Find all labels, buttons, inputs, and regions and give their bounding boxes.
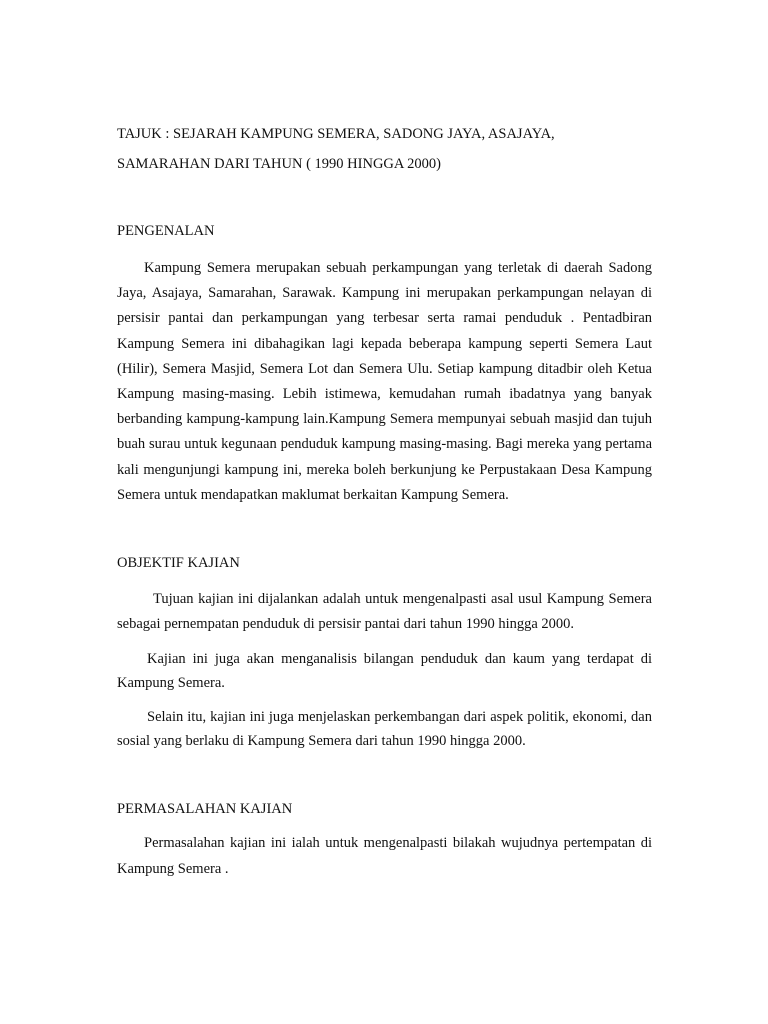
document-title-line-1: TAJUK : SEJARAH KAMPUNG SEMERA, SADONG JAYA, ASAJAYA,: [117, 126, 555, 142]
section-paragraph-objektif-3: Selain itu, kajian ini juga menjelaskan perkembangan dari aspek politik, ekonomi, dan sosial yang berlaku di Kampung Semera dari tahun 1990 hingga 2000.: [117, 709, 652, 750]
section-heading-pengenalan: PENGENALAN: [117, 223, 215, 239]
section-paragraph-objektif-2: Kajian ini juga akan menganalisis bilangan penduduk dan kaum yang terdapat di Kampung Semera.: [117, 651, 652, 692]
section-paragraph-objektif-1: Tujuan kajian ini dijalankan adalah untuk mengenalpasti asal usul Kampung Semera sebagai pernempatan penduduk di persisir pantai dari tahun 1990 hingga 2000.: [117, 591, 652, 633]
section-heading-objektif: OBJEKTIF KAJIAN: [117, 555, 240, 572]
document-title-line-2: SAMARAHAN DARI TAHUN ( 1990 HINGGA 2000): [117, 156, 442, 172]
section-paragraph-permasalahan: Permasalahan kajian ini ialah untuk mengenalpasti bilakah wujudnya pertempatan di Kampung Semera .: [117, 835, 652, 877]
document-body: [117, 120, 652, 882]
section-heading-permasalahan: PERMASALAHAN KAJIAN: [117, 801, 293, 818]
section-paragraph-pengenalan: Kampung Semera merupakan sebuah perkampungan yang terletak di daerah Sadong Jaya, Asajaya, Samarahan, Sarawak. Kampung ini merupakan perkampungan nelayan di persisir pantai dan perkampungan yang terbesar serta ramai penduduk . Pentadbiran Kampung Semera ini dibahagikan lagi kepada beberapa kampung seperti Semera Laut (Hilir), Semera Masjid, Semera Lot dan Semera Ulu. Setiap kampung ditadbir oleh Ketua Kampung masing-masing. Lebih istimewa, kemudahan rumah ibadatnya yang banyak berbanding kampung-kampung lain.Kampung Semera mempunyai sebuah masjid dan tujuh buah surau untuk kegunaan penduduk kampung masing-masing. Bagi mereka yang pertama kali mengunjungi kampung ini, mereka boleh berkunjung ke Perpustakaan Desa Kampung Semera untuk mendapatkan maklumat berkaitan Kampung Semera.: [117, 260, 652, 503]
